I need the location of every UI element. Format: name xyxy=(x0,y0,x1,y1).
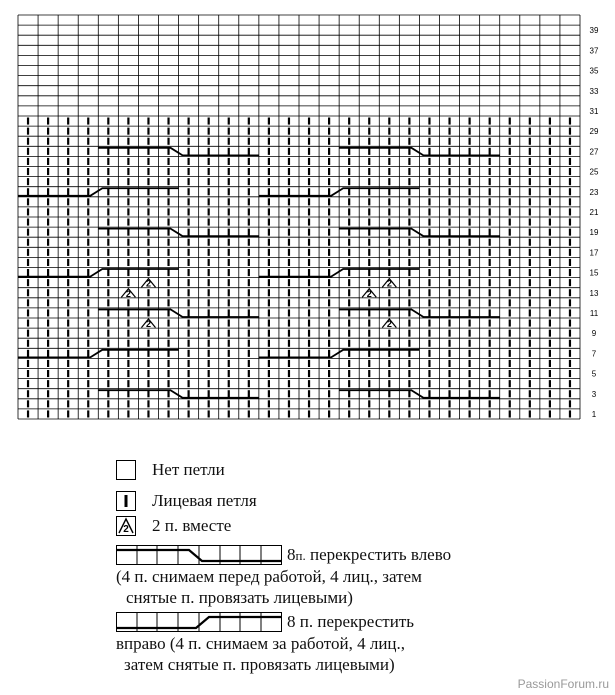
legend-no-stitch xyxy=(0,458,615,482)
cross-left-line3: снятые п. провязать лицевыми) xyxy=(126,588,353,607)
row-number: 31 xyxy=(589,106,599,116)
cross-left-unit: п. xyxy=(295,548,306,563)
k2tog-number: 2 xyxy=(366,288,372,299)
row-number: 27 xyxy=(589,147,599,157)
row-number: 19 xyxy=(589,228,599,238)
row-number: 9 xyxy=(591,329,597,339)
row-number: 25 xyxy=(589,167,599,177)
k2tog-number: 2 xyxy=(386,319,392,330)
row-number: 7 xyxy=(591,349,597,359)
row-number: 37 xyxy=(589,46,599,56)
cross-left-icon xyxy=(116,545,282,565)
k2tog-number: 2 xyxy=(123,524,129,535)
k2tog-icon xyxy=(116,516,136,536)
legend-cross-left xyxy=(0,541,615,611)
legend-knit xyxy=(0,489,615,513)
row-numbers xyxy=(590,26,599,419)
row-number: 23 xyxy=(589,187,599,197)
row-number: 35 xyxy=(589,66,599,76)
cross-right-line2: вправо (4 п. снимаем за работой, 4 лиц., xyxy=(116,634,406,653)
row-number: 1 xyxy=(591,409,597,419)
row-number: 5 xyxy=(591,369,597,379)
row-number: 3 xyxy=(591,389,597,399)
k2tog-number: 2 xyxy=(125,288,131,299)
legend-k2tog xyxy=(0,514,615,538)
cross-right-line1: 8 п. перекрестить xyxy=(287,612,415,631)
row-number: 33 xyxy=(589,86,599,96)
legend-knit-label: Лицевая петля xyxy=(152,491,257,510)
cross-right-line3: затем снятые п. провязать лицевыми) xyxy=(124,655,395,674)
row-number: 11 xyxy=(589,308,599,318)
k2tog-number: 2 xyxy=(145,278,151,289)
row-number: 17 xyxy=(589,248,599,258)
empty-cell-icon xyxy=(116,460,136,480)
cross-left-title: перекрестить влево xyxy=(305,545,452,564)
k2tog-number: 2 xyxy=(386,278,392,289)
row-number: 29 xyxy=(589,127,599,137)
row-number: 21 xyxy=(589,207,599,217)
row-number: 13 xyxy=(589,288,599,298)
row-number: 15 xyxy=(589,268,599,278)
cross-right-icon xyxy=(116,612,282,632)
row-number: 39 xyxy=(589,26,599,36)
k2tog-number: 2 xyxy=(145,319,151,330)
chart-grid xyxy=(18,15,580,419)
cross-left-line1 xyxy=(287,545,451,566)
legend-k2tog-label: 2 п. вместе xyxy=(152,516,232,535)
knit-stitch-icon xyxy=(116,491,136,511)
cross-left-count: 8 xyxy=(287,545,296,564)
watermark: PassionForum.ru xyxy=(517,677,609,691)
legend-cross-right xyxy=(0,608,615,688)
cross-left-line2: (4 п. снимаем перед работой, 4 лиц., затем xyxy=(116,567,422,586)
legend-no-stitch-label: Нет петли xyxy=(152,460,225,479)
